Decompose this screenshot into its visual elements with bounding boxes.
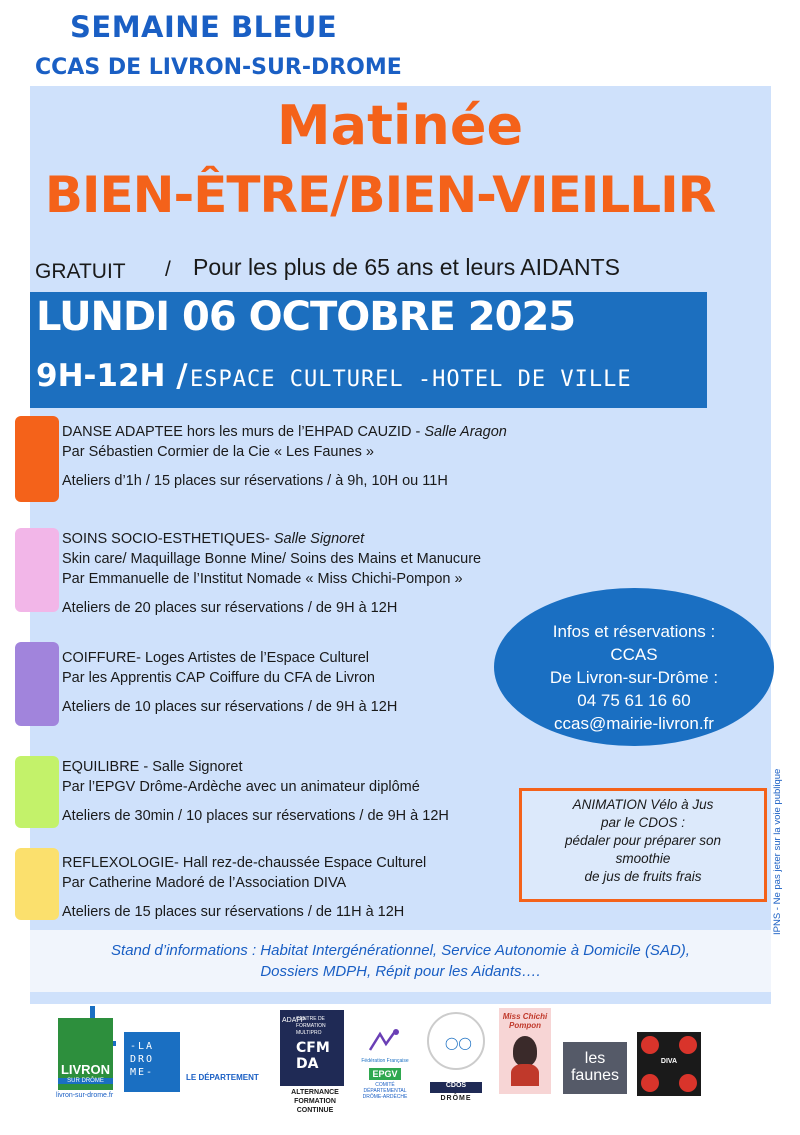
activity-name: COIFFURE [62, 650, 137, 666]
audience-separator: / [165, 258, 171, 281]
portrait-icon [513, 1036, 537, 1066]
activity-line: Par l’EPGV Drôme-Ardèche avec un animateur diplômé [62, 779, 420, 795]
activity-color-bar [15, 416, 59, 502]
les-faunes-logo: les faunes [563, 1042, 627, 1094]
stand-line: Stand d’informations : Habitat Intergénérationnel, Service Autonomie à Domicile (SAD), [111, 942, 690, 959]
ipns-note: IPNS - Ne pas jeter sur la voie publique [772, 768, 783, 935]
cfmda-main: CFM DA [296, 1040, 330, 1072]
activity-line: Skin care/ Maquillage Bonne Mine/ Soins des Mains et Manucure [62, 551, 482, 567]
hand-icon [679, 1036, 697, 1054]
activity-name: EQUILIBRE [62, 759, 140, 775]
info-org: CCAS [610, 645, 658, 664]
activity-room: Salle Signoret [273, 531, 365, 547]
info-phone[interactable]: 04 75 61 16 60 [577, 691, 691, 710]
la-drome-logo: -LA DRO ME- [124, 1032, 180, 1092]
hand-icon [679, 1074, 697, 1092]
activity-line: Par les Apprentis CAP Coiffure du CFA de Livron [62, 670, 375, 686]
cfmda-logo [280, 1010, 344, 1086]
activity-color-bar [15, 642, 59, 726]
activity-detail: hors les murs de l’EHPAD CAUZID - [182, 424, 425, 440]
activity-meta: Ateliers d’1h / 15 places sur réservations / à 9h, 10H ou 11H [62, 473, 448, 489]
activity-line: Par Emmanuelle de l’Institut Nomade « Miss Chichi-Pompon » [62, 571, 463, 587]
activity-equilibre [62, 757, 449, 826]
activity-color-bar [15, 528, 59, 612]
event-date: LUNDI 06 OCTOBRE 2025 [36, 294, 576, 340]
info-city: De Livron-sur-Drôme : [549, 668, 719, 687]
event-venue: ESPACE CULTUREL -HOTEL DE VILLE [190, 367, 632, 392]
free-label: GRATUIT [35, 260, 126, 283]
activity-soins [62, 529, 481, 618]
livron-logo-sub: SUR DRÔME [58, 1078, 113, 1084]
info-email[interactable]: ccas@mairie-livron.fr [554, 714, 714, 733]
activity-detail: - Loges Artistes de l’Espace Culturel [136, 650, 370, 666]
cdos-logo [427, 1012, 485, 1070]
activity-detail: - Hall rez-de-chaussée Espace Culturel [174, 855, 427, 871]
activity-meta: Ateliers de 10 places sur réservations / de 9H à 12H [62, 699, 398, 715]
activity-name: DANSE ADAPTEE [62, 424, 183, 440]
diva-logo [637, 1032, 701, 1096]
livron-logo-text: LIVRON [60, 1062, 111, 1077]
event-hours: 9H-12H / [36, 358, 188, 394]
stand-info [30, 940, 771, 982]
livron-logo [58, 1018, 113, 1090]
portrait-body-icon [511, 1064, 539, 1086]
epgv-figure-icon [366, 1028, 402, 1054]
diva-text: DIVA [660, 1058, 678, 1065]
activity-color-bar [15, 756, 59, 828]
cdos-sub: DRÔME [440, 1095, 472, 1102]
activity-detail: - [265, 531, 274, 547]
chichi-pompon-logo [499, 1008, 551, 1094]
animation-text [519, 796, 767, 886]
animation-line: smoothie [615, 851, 671, 866]
cdos-label: CDOS [430, 1082, 482, 1093]
activity-name: REFLEXOLOGIE [62, 855, 175, 871]
epgv-top: Fédération Française [361, 1058, 409, 1064]
cfmda-top: CENTRE DE FORMATION MULTIPRO [296, 1016, 326, 1036]
activity-room: Salle Aragon [424, 424, 507, 440]
audience-text: Pour les plus de 65 ans et leurs AIDANTS [193, 254, 620, 280]
cfmda-caption-line: ALTERNANCE [291, 1089, 339, 1096]
event-title: Matinée [276, 94, 524, 157]
cfmda-side: ADAFP [282, 1017, 306, 1024]
activity-coiffure [62, 648, 397, 717]
activity-line: Par Catherine Madoré de l’Association DIVA [62, 875, 347, 891]
livron-url[interactable]: livron-sur-drome.fr [56, 1092, 114, 1099]
animation-title: ANIMATION Vélo à Jus [572, 797, 714, 812]
header-organizer: CCAS DE LIVRON-SUR-DROME [35, 55, 402, 80]
activity-detail: - Salle Signoret [139, 759, 243, 775]
hand-icon [641, 1036, 659, 1054]
activity-meta: Ateliers de 30min / 10 places sur réservations / de 9H à 12H [62, 808, 449, 824]
activity-reflexologie [62, 853, 426, 922]
activity-name: SOINS SOCIO-ESTHETIQUES [62, 531, 266, 547]
epgv-text: EPGV [369, 1068, 400, 1080]
activity-meta: Ateliers de 15 places sur réservations / de 11H à 12H [62, 904, 405, 920]
animation-line: de jus de fruits frais [584, 869, 702, 884]
info-text [494, 620, 774, 735]
activity-line: Par Sébastien Cormier de la Cie « Les Faunes » [62, 444, 374, 460]
activity-dance [62, 422, 507, 491]
epgv-logo [360, 1058, 410, 1100]
stand-line: Dossiers MDPH, Répit pour les Aidants…. [260, 963, 541, 980]
olympic-rings-icon: ◯◯ [445, 1036, 472, 1050]
animation-line: pédaler pour préparer son [564, 833, 722, 848]
activity-color-bar [15, 848, 59, 920]
activity-meta: Ateliers de 20 places sur réservations / de 9H à 12H [62, 600, 398, 616]
info-heading: Infos et réservations : [552, 622, 716, 641]
hand-icon [641, 1074, 659, 1092]
epgv-sub: COMITÉ DÉPARTEMENTAL DRÔME-ARDÈCHE [362, 1082, 408, 1100]
cfmda-caption-line: FORMATION CONTINUE [294, 1098, 336, 1114]
cfmda-caption [275, 1088, 355, 1115]
animation-line: par le CDOS : [600, 815, 686, 830]
department-label: LE DÉPARTEMENT [186, 1073, 259, 1082]
event-subtitle: BIEN-ÊTRE/BIEN-VIEILLIR [44, 166, 716, 224]
header-title: SEMAINE BLEUE [70, 10, 338, 44]
chichi-text: Miss Chichi Pompon [502, 1012, 548, 1030]
